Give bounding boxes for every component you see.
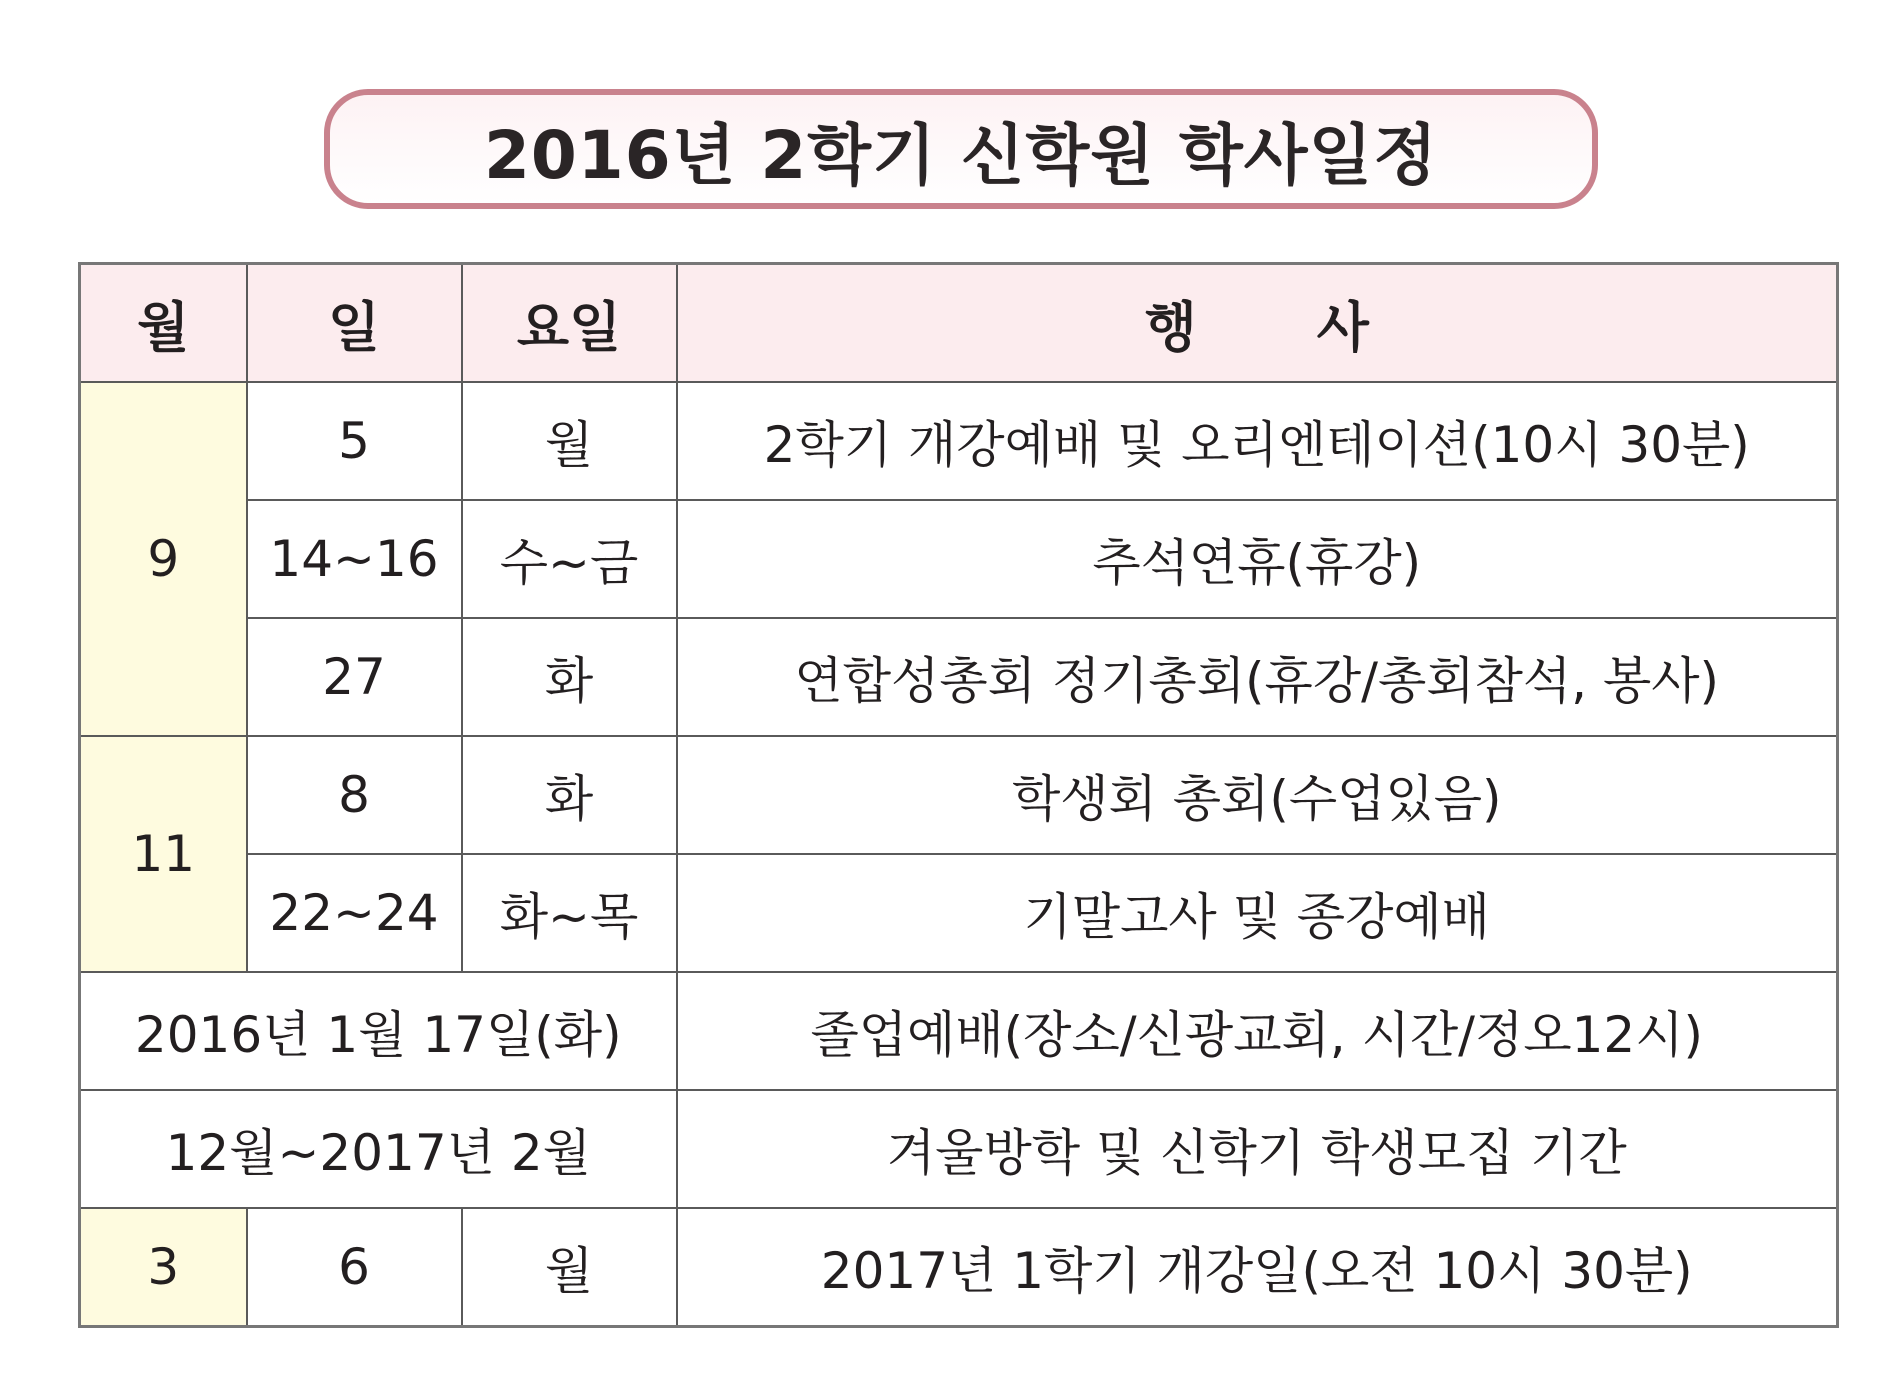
event-cell: 겨울방학 및 신학기 학생모집 기간	[677, 1090, 1838, 1208]
table-row	[80, 382, 1838, 500]
header-event-part-1: 행	[1144, 295, 1197, 359]
event-cell: 학생회 총회(수업있음)	[677, 736, 1838, 854]
event-cell: 연합성총회 정기총회(휴강/총회참석, 봉사)	[677, 618, 1838, 736]
table-row	[80, 500, 1838, 618]
page-title: 2016년 2학기 신학원 학사일정	[483, 116, 1439, 194]
event-cell: 2학기 개강예배 및 오리엔테이션(10시 30분)	[677, 382, 1838, 500]
header-day: 일	[247, 264, 462, 383]
day-cell: 8	[247, 736, 462, 854]
month-cell: 9	[80, 382, 247, 736]
event-cell: 2017년 1학기 개강일(오전 10시 30분)	[677, 1208, 1838, 1327]
weekday-cell: 화	[462, 618, 677, 736]
weekday-cell: 수~금	[462, 500, 677, 618]
weekday-cell: 화	[462, 736, 677, 854]
header-row	[80, 264, 1838, 383]
schedule-table	[78, 262, 1839, 1328]
table-row	[80, 1090, 1838, 1208]
event-cell: 졸업예배(장소/신광교회, 시간/정오12시)	[677, 972, 1838, 1090]
month-cell: 11	[80, 736, 247, 972]
weekday-cell: 화~목	[462, 854, 677, 972]
day-cell: 5	[247, 382, 462, 500]
weekday-cell: 월	[462, 1208, 677, 1327]
day-cell: 6	[247, 1208, 462, 1327]
month-cell: 3	[80, 1208, 247, 1327]
table-row	[80, 854, 1838, 972]
table-row	[80, 1208, 1838, 1327]
weekday-cell: 월	[462, 382, 677, 500]
table-row	[80, 618, 1838, 736]
event-cell: 기말고사 및 종강예배	[677, 854, 1838, 972]
header-event-part-2: 사	[1316, 295, 1369, 359]
day-cell: 27	[247, 618, 462, 736]
header-event	[677, 264, 1838, 383]
day-cell: 22~24	[247, 854, 462, 972]
event-cell: 추석연휴(휴강)	[677, 500, 1838, 618]
title-banner	[324, 89, 1598, 209]
day-cell: 14~16	[247, 500, 462, 618]
table-row	[80, 972, 1838, 1090]
table-row	[80, 736, 1838, 854]
date-span-cell: 2016년 1월 17일(화)	[80, 972, 677, 1090]
header-weekday: 요일	[462, 264, 677, 383]
header-month: 월	[80, 264, 247, 383]
date-span-cell: 12월~2017년 2월	[80, 1090, 677, 1208]
